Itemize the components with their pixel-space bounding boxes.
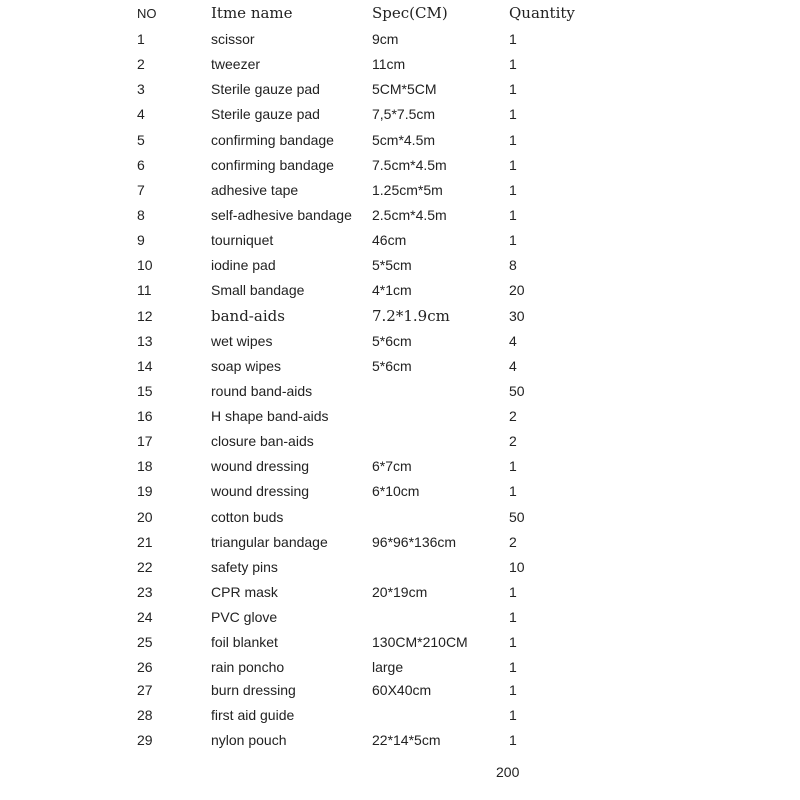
item-name: Sterile gauze pad	[211, 106, 320, 122]
item-name: band-aids	[211, 307, 285, 325]
item-spec: 20*19cm	[372, 584, 428, 600]
item-name: tweezer	[211, 56, 261, 72]
item-quantity: 2	[509, 408, 517, 424]
item-quantity: 1	[509, 682, 517, 698]
row-number: 5	[137, 132, 145, 148]
row-number: 17	[137, 433, 153, 449]
item-spec: 5cm*4.5m	[372, 132, 436, 148]
item-spec: 6*7cm	[372, 458, 412, 474]
item-quantity: 1	[509, 732, 517, 748]
item-name: nylon pouch	[211, 732, 287, 748]
item-name: iodine pad	[211, 257, 276, 273]
item-name: scissor	[211, 31, 255, 47]
item-quantity: 10	[509, 559, 525, 575]
item-quantity: 1	[509, 81, 517, 97]
row-number: 2	[137, 56, 145, 72]
item-quantity: 1	[509, 182, 517, 198]
item-quantity: 50	[509, 383, 525, 399]
item-quantity: 1	[509, 584, 517, 600]
item-spec: 7.2*1.9cm	[372, 307, 450, 325]
item-spec: 2.5cm*4.5m	[372, 207, 447, 223]
item-name: safety pins	[211, 559, 278, 575]
item-name: rain poncho	[211, 659, 285, 675]
item-quantity: 30	[509, 308, 525, 324]
item-quantity: 2	[509, 534, 517, 550]
item-name: CPR mask	[211, 584, 278, 600]
header-quantity: Quantity	[509, 4, 575, 22]
row-number: 15	[137, 383, 153, 399]
item-quantity: 1	[509, 659, 517, 675]
item-name: confirming bandage	[211, 132, 334, 148]
item-name: first aid guide	[211, 707, 295, 723]
item-quantity: 4	[509, 358, 517, 374]
item-quantity: 20	[509, 282, 525, 298]
row-number: 24	[137, 609, 153, 625]
item-spec: 130CM*210CM	[372, 634, 468, 650]
item-spec: 5CM*5CM	[372, 81, 437, 97]
item-spec: 1.25cm*5m	[372, 182, 443, 198]
item-quantity: 1	[509, 132, 517, 148]
item-quantity: 1	[509, 458, 517, 474]
row-number: 22	[137, 559, 153, 575]
item-spec: 7.5cm*4.5m	[372, 157, 447, 173]
row-number: 12	[137, 308, 153, 324]
item-quantity: 1	[509, 157, 517, 173]
header-item-name: Itme name	[211, 4, 293, 22]
item-quantity: 50	[509, 509, 525, 525]
item-spec: 9cm	[372, 31, 399, 47]
item-name: Small bandage	[211, 282, 305, 298]
item-name: tourniquet	[211, 232, 274, 248]
item-spec: 5*5cm	[372, 257, 412, 273]
item-spec: 22*14*5cm	[372, 732, 441, 748]
row-number: 25	[137, 634, 153, 650]
item-spec: 4*1cm	[372, 282, 412, 298]
row-number: 11	[137, 282, 152, 298]
item-name: self-adhesive bandage	[211, 207, 352, 223]
item-name: burn dressing	[211, 682, 296, 698]
item-quantity: 1	[509, 483, 517, 499]
item-name: foil blanket	[211, 634, 278, 650]
item-quantity: 1	[509, 609, 517, 625]
row-number: 10	[137, 257, 153, 273]
item-quantity: 1	[509, 634, 517, 650]
row-number: 7	[137, 182, 145, 198]
row-number: 13	[137, 333, 153, 349]
item-spec: 11cm	[372, 56, 406, 72]
item-spec: 6*10cm	[372, 483, 420, 499]
item-spec: large	[372, 659, 404, 675]
item-name: Sterile gauze pad	[211, 81, 320, 97]
item-quantity: 1	[509, 56, 517, 72]
item-name: confirming bandage	[211, 157, 334, 173]
item-name: H shape band-aids	[211, 408, 329, 424]
row-number: 3	[137, 81, 145, 97]
row-number: 26	[137, 659, 153, 675]
row-number: 8	[137, 207, 145, 223]
total-quantity: 200	[496, 764, 520, 780]
item-quantity: 2	[509, 433, 517, 449]
item-quantity: 1	[509, 707, 517, 723]
item-name: wet wipes	[211, 333, 273, 349]
item-spec: 5*6cm	[372, 358, 412, 374]
item-quantity: 4	[509, 333, 517, 349]
row-number: 14	[137, 358, 153, 374]
row-number: 6	[137, 157, 145, 173]
item-quantity: 1	[509, 232, 517, 248]
item-quantity: 1	[509, 31, 517, 47]
item-name: adhesive tape	[211, 182, 299, 198]
row-number: 28	[137, 707, 153, 723]
item-name: round band-aids	[211, 383, 313, 399]
row-number: 29	[137, 732, 153, 748]
row-number: 1	[137, 31, 145, 47]
row-number: 16	[137, 408, 153, 424]
row-number: 4	[137, 106, 145, 122]
item-name: wound dressing	[211, 458, 310, 474]
header-spec: Spec(CM)	[372, 4, 448, 22]
item-spec: 60X40cm	[372, 682, 432, 698]
item-quantity: 8	[509, 257, 517, 273]
row-number: 21	[137, 534, 153, 550]
item-name: PVC glove	[211, 609, 278, 625]
item-spec: 5*6cm	[372, 333, 412, 349]
row-number: 18	[137, 458, 153, 474]
item-name: wound dressing	[211, 483, 310, 499]
item-quantity: 1	[509, 106, 517, 122]
item-spec: 7,5*7.5cm	[372, 106, 436, 122]
item-quantity: 1	[509, 207, 517, 223]
item-spec: 96*96*136cm	[372, 534, 457, 550]
item-name: triangular bandage	[211, 534, 328, 550]
item-name: closure ban-aids	[211, 433, 314, 449]
row-number: 23	[137, 584, 153, 600]
header-no: NO	[137, 6, 157, 21]
row-number: 27	[137, 682, 153, 698]
row-number: 20	[137, 509, 153, 525]
item-name: cotton buds	[211, 509, 284, 525]
row-number: 19	[137, 483, 153, 499]
row-number: 9	[137, 232, 145, 248]
item-name: soap wipes	[211, 358, 282, 374]
item-spec: 46cm	[372, 232, 407, 248]
